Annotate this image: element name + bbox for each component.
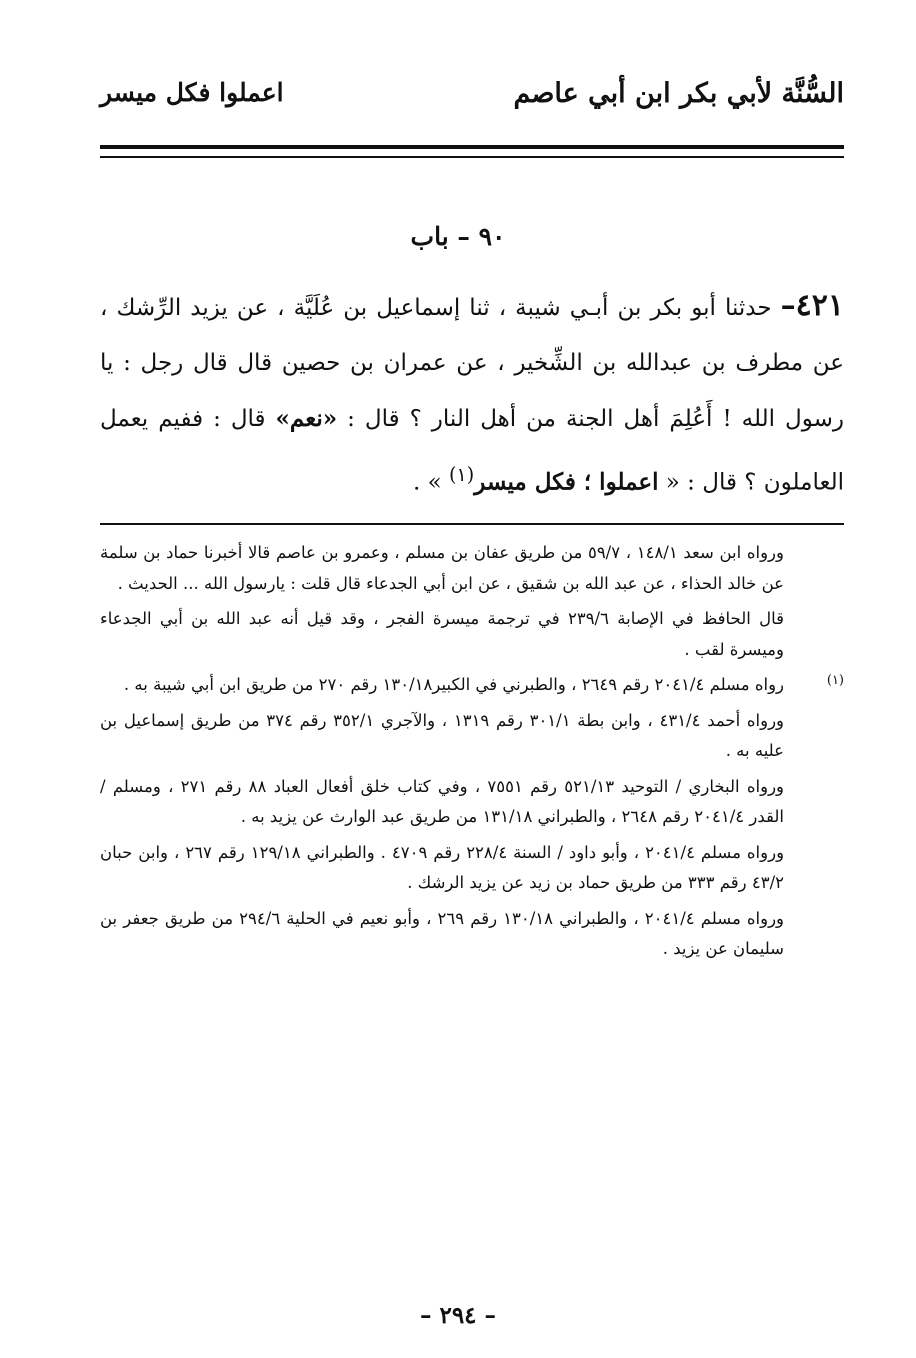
footnote-text: ورواه مسلم ٢٠٤١/٤ ، وأبو داود / السنة ٢٢٨/٤ رقم ٤٧٠٩ . والطبراني ١٢٩/١٨ رقم ٢٦٧ ، وابن حبان ٤٣/٢ رقم ٣٣٣ من طريق حماد بن زيد عن يزيد الرشك . [100,842,785,892]
footnote-paragraph [100,670,844,701]
footnote-text: قال الحافظ في الإصابة ٢٣٩/٦ في ترجمة ميسرة الفجر ، وقد قيل أنه عبد الله بن أبي الجدعاء وميسرة لقب . [100,609,784,659]
hadith-word-naam: «نعم» [275,405,338,432]
footnote-paragraph [100,772,844,833]
footnote-paragraph [100,838,844,899]
header-rule-thick [100,145,844,149]
footnote-paragraph [100,706,844,767]
header-rule-thin [100,156,844,158]
hadith-number: ٤٢١– [780,288,844,323]
footnote-text: ورواه ابن سعد ١٤٨/١ ، ٥٩/٧ من طريق عفان بن مسلم ، وعمرو بن عاصم قالا أخبرنا حماد بن سلمة عن خالد الحذاء ، عن عبد الله بن شقيق ، عن ابن أبي الجدعاء قال قلت : يارسول الله ... الحديث . [100,543,784,593]
hadith-bold-quote: اعملوا ؛ فكل ميسر [474,468,659,496]
footnote-marker: (١) [826,673,844,688]
footnote-paragraph [100,904,844,965]
footnote-text: ورواه البخاري / التوحيد ٥٢١/١٣ رقم ٧٥٥١ ، وفي كتاب خلق أفعال العباد ٨٨ رقم ٢٧١ ، ومسلم / القدر ٢٠٤١/٤ رقم ٢٦٤٨ ، والطبراني ١٣١/١٨ من طريق عبد الوارث عن يزيد به . [100,776,785,826]
chapter-title: اعملوا فكل ميسر [100,78,284,107]
footnote-paragraph [100,538,844,599]
section-heading: ٩٠ – باب [410,222,506,251]
page-number: – ٢٩٤ – [419,1302,497,1329]
footnote-separator [100,523,844,525]
footnote-reference: (١) [449,463,475,486]
hadith-body-end: » . [412,469,442,496]
footnote-text: رواه مسلم ٢٠٤١/٤ رقم ٢٦٤٩ ، والطبرني في الكبير١٣٠/١٨ رقم ٢٧٠ من طريق ابن أبي شيبة به . [123,675,784,694]
running-header [100,72,844,122]
book-title: السُّنَّة لأبي بكر ابن أبي عاصم [513,78,844,109]
hadith-body-mid: قال : ففيم يعمل العاملون ؟ قال : « [100,406,844,496]
hadith-text [100,278,844,511]
footnote-text: ورواه مسلم ٢٠٤١/٤ ، والطبراني ١٣٠/١٨ رقم ٢٦٩ ، وأبو نعيم في الحلية ٢٩٤/٦ من طريق جعفر بن سليمان عن يزيد . [100,908,785,958]
footnote-text: ورواه أحمد ٤٣١/٤ ، وابن بطة ٣٠١/١ رقم ١٣١٩ ، والآجري ٣٥٢/١ رقم ٣٧٤ من طريق إسماعيل بن عليه به . [100,710,785,760]
footnotes [100,538,844,970]
hadith-body-start: حدثنا أبو بكر بن أبـي شيبة ، ثنا إسماعيل بن عُلَيَّة ، عن يزيد الرِّشك ، عن مطرف بن عبدالله بن الشِّخير ، عن عمران بن حصين قال قال رجل : يا رسول الله ! أَعُلِمَ أهل الجنة من أهل النار ؟ قال : [100,295,844,432]
footnote-paragraph [100,604,844,665]
